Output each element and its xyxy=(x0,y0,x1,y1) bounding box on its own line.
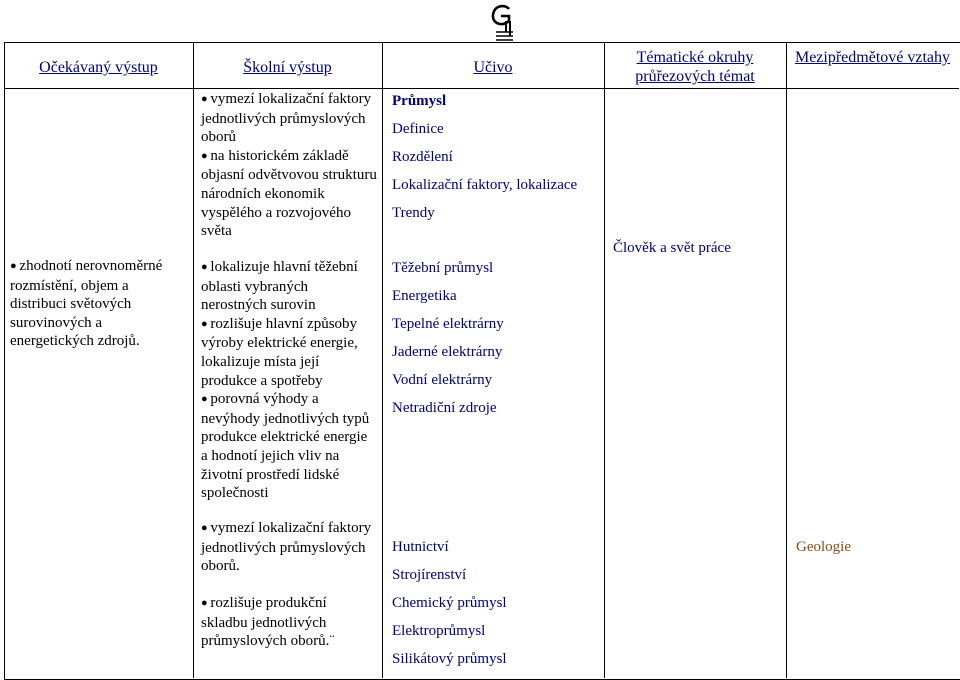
ucivo-group-1 xyxy=(392,87,577,227)
skolni-vystup-block-2 xyxy=(201,258,377,503)
header-ucivo: Učivo xyxy=(473,59,513,76)
mezipredmetove-vztahy-link[interactable]: Geologie xyxy=(796,539,851,555)
ucivo-item: Definice xyxy=(392,121,444,137)
ucivo-heading: Průmysl xyxy=(392,93,447,109)
ucivo-item: Tepelné elektrárny xyxy=(392,316,504,332)
bullet-item: ● vymezí lokalizační faktory jednotlivých průmyslových oborů xyxy=(201,90,377,147)
header-tematicke-okruhy: Tématické okruhy průřezových témat xyxy=(635,49,755,85)
header-mezipredmetove-vztahy: Mezipředmětové vztahy xyxy=(794,49,951,66)
ucivo-group-3 xyxy=(392,533,507,673)
column-divider xyxy=(786,42,787,678)
bullet-item: ● zhodnotí nerovnoměrné rozmístění, objem a distribuci světových surovinových a energetických zdrojů. xyxy=(10,258,162,349)
ucivo-item: Jaderné elektrárny xyxy=(392,344,503,360)
ocekavany-vystup-text xyxy=(10,257,188,351)
column-divider xyxy=(193,42,194,678)
ucivo-item: Trendy xyxy=(392,205,435,221)
ucivo-item: Energetika xyxy=(392,288,457,304)
column-divider xyxy=(604,42,605,678)
ucivo-item: Elektroprůmysl xyxy=(392,623,486,639)
ucivo-item: Lokalizační faktory, lokalizace xyxy=(392,177,578,193)
skolni-vystup-block-4 xyxy=(201,594,377,651)
bullet-item: ● vymezí lokalizační faktory jednotlivých průmyslových oborů. xyxy=(201,519,377,576)
bullet-item: ● na historickém základě objasní odvětvovou strukturu národních ekonomik vyspělého a rozvojového světa xyxy=(201,147,377,241)
ucivo-item: Rozdělení xyxy=(392,149,453,165)
ucivo-item: Vodní elektrárny xyxy=(392,372,493,388)
ucivo-item: Netradiční zdroje xyxy=(392,400,497,416)
ucivo-item: Těžební průmysl xyxy=(392,260,494,276)
bullet-item: ● rozlišuje hlavní způsoby výroby elektrické energie, lokalizuje místa její produkce a spotřeby xyxy=(201,315,377,390)
ucivo-item: Silikátový průmysl xyxy=(392,651,507,667)
tematicke-okruhy-text: Člověk a svět práce xyxy=(613,240,731,256)
school-logo-icon xyxy=(488,2,518,42)
column-divider xyxy=(382,42,383,678)
ucivo-item: Strojírenství xyxy=(392,567,467,583)
ucivo-group-2 xyxy=(392,254,504,422)
skolni-vystup-block-3 xyxy=(201,519,377,576)
header-skolni-vystup: Školní výstup xyxy=(243,59,332,76)
bullet-item: ● porovná výhody a nevýhody jednotlivých typů produkce elektrické energie a hodnotí jejich vliv na životní prostředí lidské společnosti xyxy=(201,390,377,503)
ucivo-item: Chemický průmysl xyxy=(392,595,507,611)
bullet-item: ● rozlišuje produkční skladbu jednotlivých průmyslových oborů.¨ xyxy=(201,594,377,651)
bullet-item: ● lokalizuje hlavní těžební oblasti vybraných nerostných surovin xyxy=(201,258,377,315)
skolni-vystup-block-1 xyxy=(201,90,377,241)
header-ocekavany-vystup: Očekávaný výstup xyxy=(39,59,158,76)
ucivo-item: Hutnictví xyxy=(392,539,449,555)
